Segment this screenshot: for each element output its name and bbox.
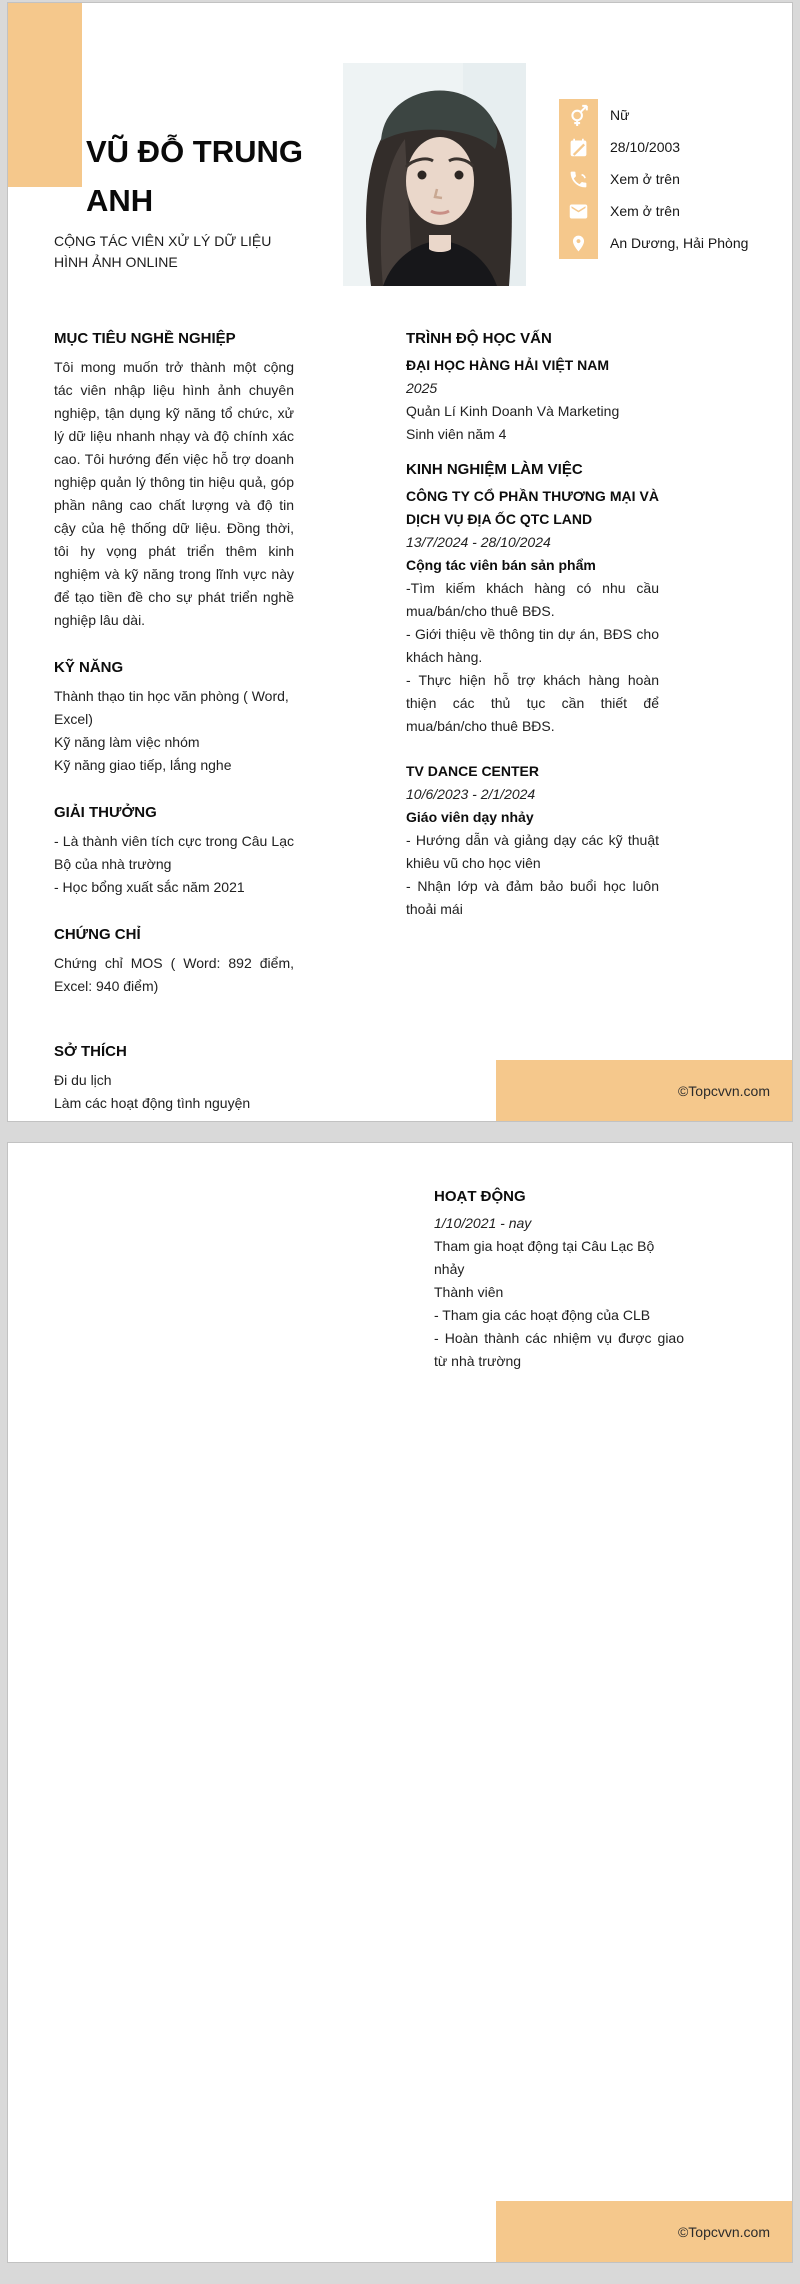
section-heading-education: TRÌNH ĐỘ HỌC VẤN xyxy=(406,330,552,347)
activity-bullet: - Hoàn thành các nhiệm vụ được giao từ nhà trường xyxy=(434,1330,684,1369)
activity-bullet: - Tham gia các hoạt động của CLB xyxy=(434,1307,651,1323)
section-awards xyxy=(54,803,294,899)
education-year: 2025 xyxy=(406,380,438,396)
section-skills xyxy=(54,658,294,777)
education-school: ĐẠI HỌC HÀNG HẢI VIỆT NAM xyxy=(406,357,609,373)
cv-page-1 xyxy=(7,2,793,1122)
phone-icon xyxy=(559,163,598,195)
experience-company: CÔNG TY CỔ PHẦN THƯƠNG MẠI VÀ DỊCH VỤ ĐỊA ỐC QTC LAND xyxy=(406,488,659,527)
objective-text: Tôi mong muốn trở thành một cộng tác viên nhập liệu hình ảnh chuyên nghiệp, tận dụng kỹ năng tổ chức, xử lý dữ liệu nhanh nhạy và độ chính xác cao. Tôi hướng đến việc hỗ trợ doanh nghiệp quản lý thông tin hiệu quả, góp phần nâng cao chất lượng và độ tin cậy của hệ thống dữ liệu. Đồng thời, tôi hy vọng phát triển thêm kinh nghiệm và kỹ năng trong lĩnh vực này để tạo tiền đề cho sự phát triển nghề nghiệp lâu dài. xyxy=(54,359,294,628)
candidate-name: VŨ ĐỖ TRUNG ANH xyxy=(86,134,303,218)
cv-page-2 xyxy=(7,1142,793,2263)
watermark-text: ©Topcvvn.com xyxy=(677,2223,770,2240)
experience-role: Cộng tác viên bán sản phẩm xyxy=(406,557,596,573)
experience-bullet: - Thực hiện hỗ trợ khách hàng hoàn thiện các thủ tục cần thiết để mua/bán/cho thuê BĐS. xyxy=(406,672,659,734)
section-heading-hobbies: SỞ THÍCH xyxy=(54,1043,127,1060)
location-icon xyxy=(559,227,598,259)
left-column xyxy=(54,329,294,1141)
section-heading-skills: KỸ NĂNG xyxy=(54,659,124,676)
section-certificates xyxy=(54,925,294,998)
award-item: - Là thành viên tích cực trong Câu Lạc Bộ của nhà trường xyxy=(54,833,294,872)
profile-photo xyxy=(343,63,526,286)
section-activities xyxy=(434,1187,684,1373)
profile-photo-illustration xyxy=(343,63,526,286)
candidate-job-title: CỘNG TÁC VIÊN XỬ LÝ DỮ LIỆU HÌNH ẢNH ONLINE xyxy=(54,233,272,270)
experience-bullet: - Hướng dẫn và giảng dạy các kỹ thuật khiêu vũ cho học viên xyxy=(406,832,659,871)
email-icon xyxy=(559,195,598,227)
contact-value-location: An Dương, Hải Phòng xyxy=(610,235,749,251)
section-heading-certificates: CHỨNG CHỈ xyxy=(54,926,141,943)
contact-info-list xyxy=(559,99,787,259)
contact-value-email: Xem ở trên xyxy=(610,203,680,219)
section-objective xyxy=(54,329,294,632)
contact-row-birthday xyxy=(559,131,787,163)
experience-entry xyxy=(406,485,659,738)
footer-accent-block xyxy=(496,2201,792,2262)
experience-role: Giáo viên dạy nhảy xyxy=(406,809,534,825)
section-hobbies xyxy=(54,1042,294,1115)
contact-row-location xyxy=(559,227,787,259)
award-item: - Học bổng xuất sắc năm 2021 xyxy=(54,879,245,895)
contact-row-phone xyxy=(559,163,787,195)
gender-icon xyxy=(559,99,598,131)
experience-period: 13/7/2024 - 28/10/2024 xyxy=(406,534,551,550)
experience-entry xyxy=(406,760,659,921)
section-experience xyxy=(406,460,659,921)
section-heading-experience: KINH NGHIỆM LÀM VIỆC xyxy=(406,461,583,478)
hobby-item: Làm các hoạt động tình nguyện xyxy=(54,1095,251,1111)
watermark-text: ©Topcvvn.com xyxy=(677,1082,770,1099)
skill-item: Kỹ năng làm việc nhóm xyxy=(54,734,200,750)
contact-value-birthday: 28/10/2003 xyxy=(610,139,681,155)
contact-value-phone: Xem ở trên xyxy=(610,171,680,187)
hobby-item: Đi du lịch xyxy=(54,1072,112,1088)
contact-row-email xyxy=(559,195,787,227)
skill-item: Thành thạo tin học văn phòng ( Word, Excel) xyxy=(54,688,289,727)
contact-row-gender xyxy=(559,99,787,131)
corner-accent-block xyxy=(8,3,82,187)
experience-bullet: -Tìm kiếm khách hàng có nhu cầu mua/bán/cho thuê BĐS. xyxy=(406,580,659,619)
section-education xyxy=(406,329,659,446)
birthday-icon xyxy=(559,131,598,163)
skill-item: Kỹ năng giao tiếp, lắng nghe xyxy=(54,757,232,773)
experience-company: TV DANCE CENTER xyxy=(406,763,540,779)
education-major: Quản Lí Kinh Doanh Và Marketing xyxy=(406,403,620,419)
right-column xyxy=(406,329,659,947)
activity-period: 1/10/2021 - nay xyxy=(434,1215,532,1231)
education-detail: Sinh viên năm 4 xyxy=(406,426,507,442)
experience-bullet: - Nhận lớp và đảm bảo buổi học luôn thoải mái xyxy=(406,878,659,917)
contact-value-gender: Nữ xyxy=(610,107,630,123)
activity-role: Thành viên xyxy=(434,1284,504,1300)
section-heading-activities: HOẠT ĐỘNG xyxy=(434,1188,526,1205)
certificate-text: Chứng chỉ MOS ( Word: 892 điểm, Excel: 940 điểm) xyxy=(54,955,294,994)
experience-bullet: - Giới thiệu về thông tin dự án, BĐS cho khách hàng. xyxy=(406,626,659,665)
section-heading-objective: MỤC TIÊU NGHỀ NGHIỆP xyxy=(54,330,236,347)
footer-accent-block xyxy=(496,1060,792,1121)
section-heading-awards: GIẢI THƯỞNG xyxy=(54,804,157,821)
activity-org: Tham gia hoạt động tại Câu Lạc Bộ nhảy xyxy=(434,1238,655,1277)
experience-period: 10/6/2023 - 2/1/2024 xyxy=(406,786,536,802)
